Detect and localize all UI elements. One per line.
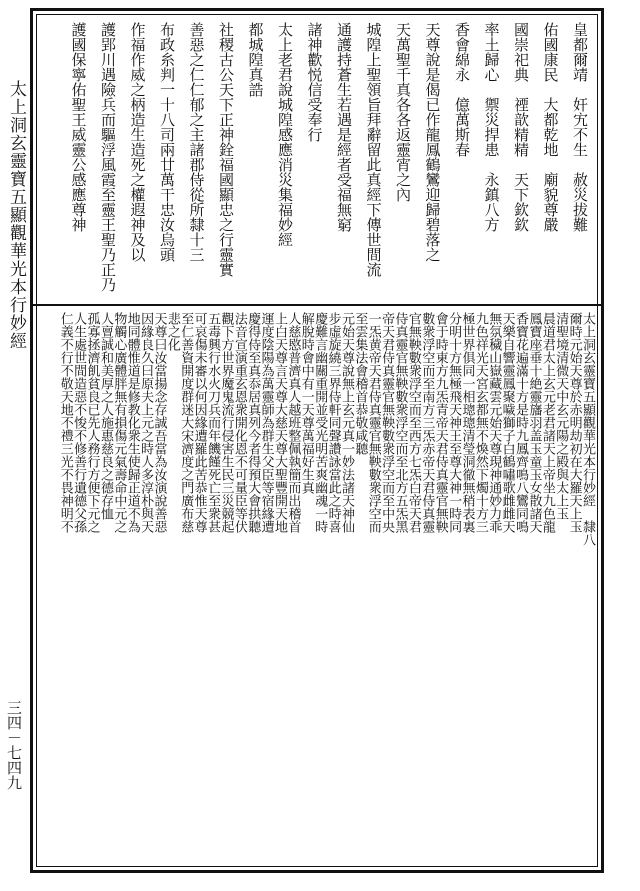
- lower-column: 會于時東方九炁青帝天君侍真靈官無鞅: [432, 312, 448, 533]
- lower-column: 悲之化: [164, 312, 180, 351]
- upper-column: 率土歸心 禦災捍患 永鎮八方: [482, 22, 501, 232]
- upper-column: 通護持蒼生若遇是經者受福無窮: [335, 22, 353, 232]
- page-number: 三四－七四九: [5, 700, 23, 790]
- upper-column: 都城隍真誥: [246, 22, 265, 97]
- lower-column: 數衆浮空而至南方三炁赤帝天君侍真靈: [419, 312, 435, 533]
- lower-column: 鳳寶座垂十絶靈旛羽盖玉童玉女散諸天: [526, 312, 542, 533]
- lower-column: 至仁善資開度群迷大宋濟度之門廣布慈: [178, 312, 194, 533]
- lower-column: 極世界俱同一相璁璁清瑩洞徹無稍表裏: [459, 312, 475, 533]
- upper-column: 天萬聖千真各各返靈宵之內: [394, 22, 412, 202]
- upper-column: 社稷古公天下正神銓福國顯忠之行靈實: [217, 22, 235, 277]
- lower-column: 仁義不行不敬天地不禮三光不畏神明不: [57, 312, 73, 533]
- lower-column: 元始天尊說無上玄元真一妙法諸天神仙: [338, 312, 354, 533]
- lower-register: [58, 312, 594, 864]
- middle-divider: [30, 304, 604, 306]
- upper-column: 善惡之仁仁郁之主諸郡侍從所隸十三: [187, 22, 206, 262]
- lower-column: 可哀傷未審以何因緣遭羅此苦恭惟天尊: [191, 312, 207, 533]
- upper-column: 護國保寧佑聖王威靈公感應尊神: [69, 22, 88, 232]
- lower-column: 一炁黄帝天君侍真靈官無鞅數衆浮空而: [365, 312, 381, 533]
- upper-register: [63, 22, 594, 298]
- lower-column: 運度陰陽為萬靈師為群生父臣等宿緣遭: [258, 312, 274, 533]
- lower-column: 因緣良久曰原夫上元之時人多淳朴與天: [138, 312, 154, 533]
- lower-column: 步虛旋繞三界侍軒同聲讚詠當此之時喜: [325, 312, 341, 533]
- lower-column: 帝天君侍真靈官無鞅數衆浮空而至中央: [379, 312, 395, 533]
- lower-column: 孤寡拯濟飢貧良已先人務行方便下元之: [84, 312, 100, 533]
- lower-column: 人亶誠和美厚之人施惠慈良之德存恤: [97, 312, 113, 520]
- sutra-title-margin: 太上洞玄靈寶五顯觀華光本行妙經: [6, 80, 26, 350]
- upper-column: 作福作威之柄造生造死之權遐神及以: [128, 22, 147, 262]
- lower-column: 慶難言幽關重開並受光明苦爽幽魂一時: [312, 312, 328, 533]
- lower-column: 人慈愍普濟真人越班整佩執簡而出稽首: [285, 312, 301, 533]
- lower-column: 分明十方無極飛天神王至尊大神一時同: [446, 312, 462, 533]
- lower-column: 爾時元始天尊於赤明劫初在大羅天上玉: [566, 312, 582, 533]
- upper-column: 天尊說是偈已作龍鳳鶴鸞迎歸碧落之: [423, 22, 442, 262]
- lower-column: 慶得侍至真忝居真列今者得預大會拱聽: [245, 312, 261, 533]
- upper-column: 護郢川遇險兵而驅浮風霞至靈王聖乃正乃: [99, 22, 117, 292]
- lower-column: 官無鞅數衆浮空而至西方七炁白帝天君: [405, 312, 421, 533]
- lower-column: 九色祥光天宮玄都無不煥然下燭十方三: [472, 312, 488, 533]
- lower-column: 天樂自響靈鳳聚噦獅子白鶴嘯歌雌雌天: [499, 312, 515, 533]
- upper-column: 國崇祀典 禋歆精精 天下欽欽: [512, 22, 530, 232]
- lower-column: 香寶花遍滿十方是時九鳳齊鳴八鸞同鳴: [513, 312, 529, 533]
- upper-column: 太上老君說城隍感應消災集福妙經: [276, 22, 294, 247]
- lower-column: 無氛穢山嶽藏雲元始天尊現神通妙力乖: [486, 312, 502, 533]
- lower-column: 上白天尊言天尊大慈天尊大聖豐開天地: [272, 312, 288, 533]
- lower-column: 觀下方世界魔鬼流行侵害生民三災競起: [218, 312, 234, 533]
- lower-column: 侍真靈官無鞅數衆浮空而至北方五炁黑: [392, 312, 408, 533]
- lower-column: 天尊曰汝當揚念存誠吾當為汝演說善惡: [151, 312, 167, 533]
- upper-column: 布政糸判一十八司兩廿萬干忠汝烏頭: [158, 22, 176, 262]
- lower-column: 人生處世間造惡不悛不修善行遺德父孫: [71, 312, 87, 533]
- upper-column: 皇都爾靖 奸宄不生 赦災拔難: [571, 22, 589, 232]
- lower-column: 太上洞玄靈寶五顯觀華光本行妙經 隸八: [580, 312, 595, 546]
- lower-column: 晨道君太上玄元老君諸天上帝坐九色龍: [539, 312, 555, 533]
- lower-column: 地同體惟道是修教化衆生使歸正道不為: [124, 312, 140, 533]
- upper-column: 佑國康民 大都乾地 廟貌尊嚴: [541, 22, 560, 232]
- lower-column: 清聖境清微天中玄元陽之殿與太上玉: [553, 312, 569, 520]
- lower-column: 物觸心廣體胖無有損傷元氣壽命中元之: [111, 312, 127, 533]
- lower-column: 法音宣演重玄恩衆開化恩不可量臣等伏: [231, 312, 247, 533]
- lower-column: 五毒興行水火刀兵而年饑饉死亡至衆甚: [205, 312, 221, 533]
- lower-column: 解脫時會中有一天尊萬福好生真: [298, 312, 314, 494]
- lower-column: 至雲集法會稽首恭敬咸聽: [352, 312, 368, 455]
- upper-column: 城隍上聖領旨拜辭留此真經下傳世間流: [364, 22, 383, 277]
- upper-column: 香會綿永 億萬斯春: [453, 22, 471, 157]
- upper-column: 諸神歡悦信受奉行: [305, 22, 324, 142]
